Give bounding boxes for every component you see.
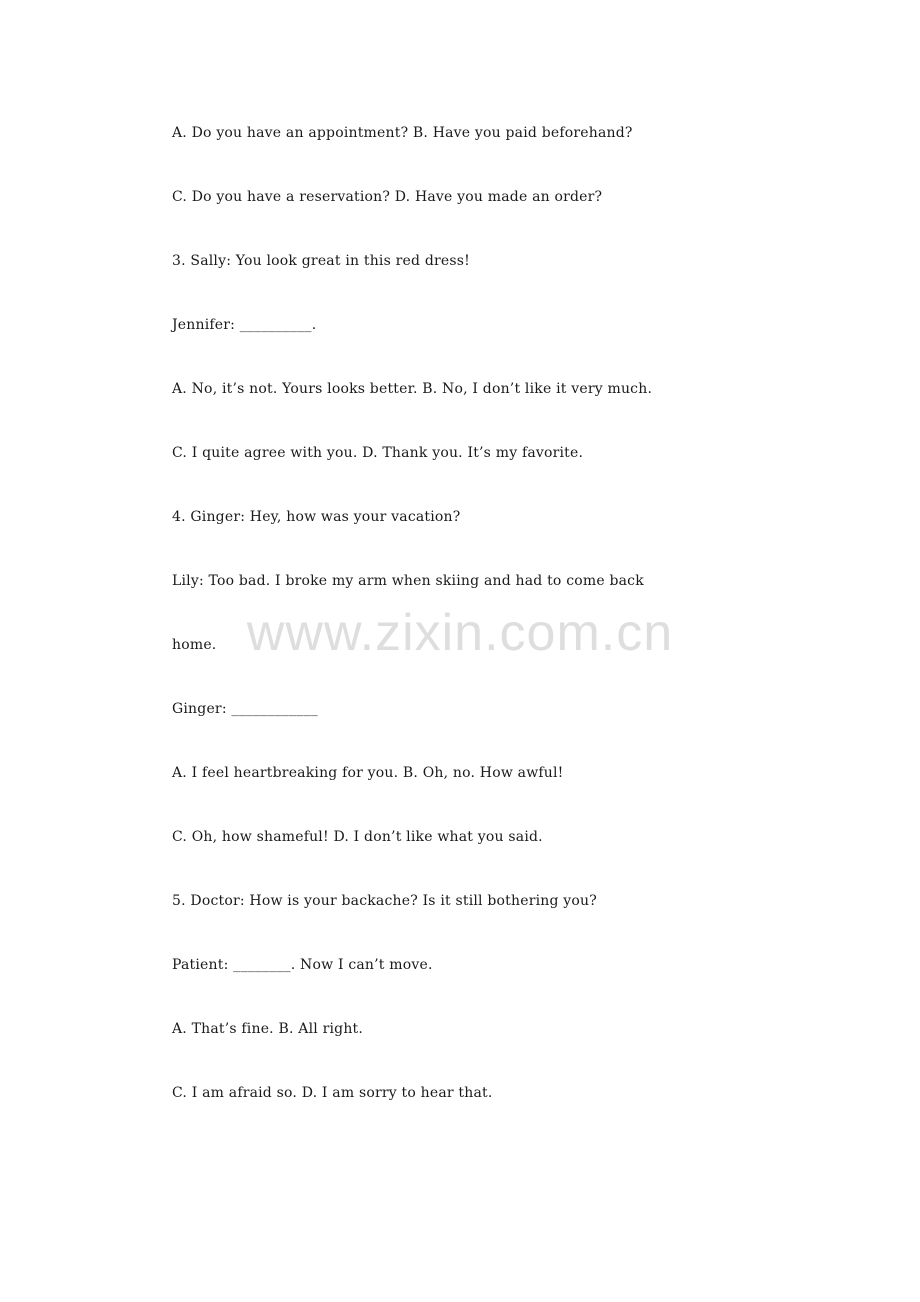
q4-response-blank: Ginger: ____________	[172, 701, 318, 717]
q3-response-blank: Jennifer: __________.	[172, 317, 317, 333]
q4-dialogue-continued: home.	[172, 637, 217, 653]
q4-options-ab: A. I feel heartbreaking for you. B. Oh, no. How awful!	[172, 765, 564, 781]
q5-options-cd: C. I am afraid so. D. I am sorry to hear that.	[172, 1085, 493, 1101]
q3-prompt: 3. Sally: You look great in this red dress!	[172, 253, 470, 269]
q2-options-cd: C. Do you have a reservation? D. Have you made an order?	[172, 189, 603, 205]
q5-response-blank: Patient: ________. Now I can’t move.	[172, 957, 433, 973]
q4-prompt: 4. Ginger: Hey, how was your vacation?	[172, 509, 461, 525]
q2-options-ab: A. Do you have an appointment? B. Have you paid beforehand?	[172, 125, 633, 141]
q4-dialogue-line: Lily: Too bad. I broke my arm when skiing and had to come back	[172, 573, 644, 589]
q3-options-ab: A. No, it’s not. Yours looks better. B. No, I don’t like it very much.	[172, 381, 653, 397]
watermark: www.zixin.com.cn	[246, 604, 674, 662]
q3-options-cd: C. I quite agree with you. D. Thank you. It’s my favorite.	[172, 445, 584, 461]
q4-options-cd: C. Oh, how shameful! D. I don’t like what you said.	[172, 829, 543, 845]
q5-prompt: 5. Doctor: How is your backache? Is it still bothering you?	[172, 893, 597, 909]
q5-options-ab: A. That’s fine. B. All right.	[172, 1021, 364, 1037]
